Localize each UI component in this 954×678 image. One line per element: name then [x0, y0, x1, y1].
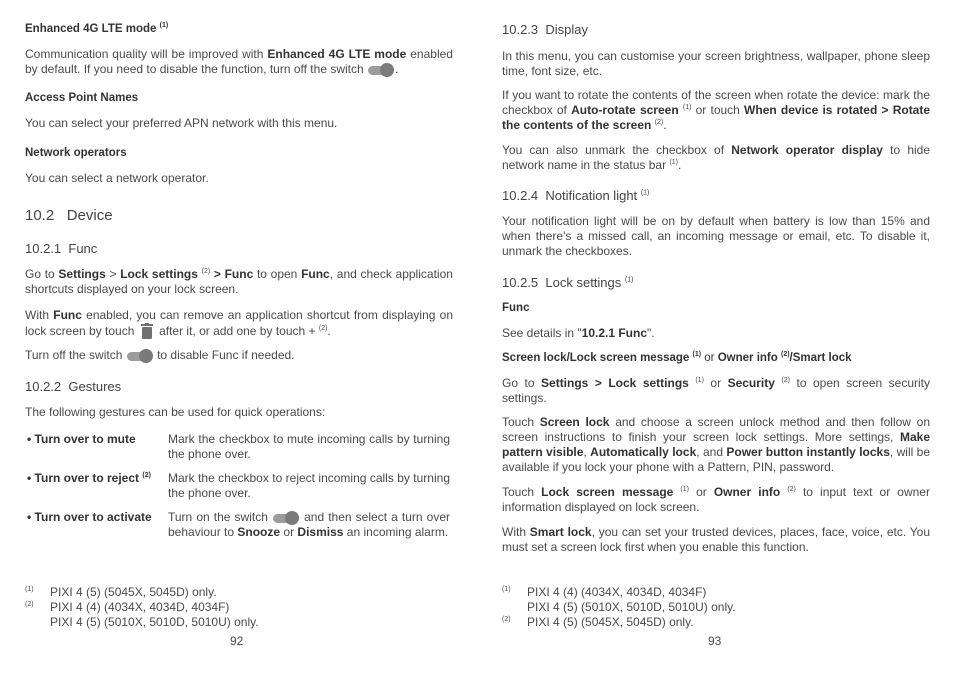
page-number: 92 — [230, 634, 244, 648]
gestures-intro: The following gestures can be used for quick operations: — [25, 405, 326, 419]
func-subheading: Func — [502, 302, 530, 314]
section-heading-device: 10.2 Device — [25, 207, 113, 224]
func-paragraph-1: Go to Settings > Lock settings $^{(2)}$ > Func to open Func, and check application shortcuts displayed on your lock screen. — [25, 267, 453, 296]
screen-lock-paragraph-1: Go to Settings > Lock settings $^{(1)}$ or Security $^{(2)}$ to open screen security settings. — [502, 376, 931, 405]
section-heading-lock: 10.2.5 Lock settings $^{(1)}$ — [502, 275, 634, 290]
screen-lock-paragraph-3: Touch Lock screen message $^{(1)}$ or Owner info $^{(2)}$ to input text or owner information displayed on lock screen. — [502, 485, 930, 514]
lte-paragraph: Communication quality will be improved with Enhanced 4G LTE mode enabled by default. If you need to disable the function, turn off the switch . — [25, 47, 453, 76]
gesture-description: Mark the checkbox to mute incoming calls by turning the phone over. — [168, 432, 450, 461]
section-heading-notification: 10.2.4 Notification light $^{(1)}$ — [502, 188, 650, 203]
func-paragraph-3: Turn off the switch to disable Func if needed. — [25, 348, 295, 362]
notification-paragraph: Your notification light will be on by default when battery is low than 15% and when there's a missed call, an incoming message or email, etc. To disable it, unmark the checkboxes. — [502, 214, 930, 258]
gesture-term: • Turn over to mute — [27, 432, 136, 446]
switch-toggle-icon — [127, 349, 153, 361]
screen-lock-subheading: Screen lock/Lock screen message $^{(1)}$ or Owner info $^{(2)}$/Smart lock — [502, 351, 852, 364]
section-heading-gestures: 10.2.2 Gestures — [25, 379, 122, 394]
netop-text: You can select a network operator. — [25, 171, 209, 185]
trash-icon — [141, 323, 153, 339]
section-heading-display: 10.2.3 Display — [502, 22, 589, 37]
display-paragraph-3: You can also unmark the checkbox of Network operator display to hide network name in the status bar $^{(1)}$. — [502, 143, 931, 172]
page-number: 93 — [708, 634, 722, 648]
gesture-term: • Turn over to activate — [27, 510, 152, 524]
section-heading-func: 10.2.1 Func — [25, 241, 98, 256]
left-page: Enhanced 4G LTE mode $^{(1)}$ Communication quality will be improved with Enhanced 4G LTE mode enabled by default. If you need to disable the function, turn off the switch . Access Point Names You can select your preferred APN network with this menu. Network operators You can select a network operator. 10.2 Device 10.2.1 Func Go to Settings > Lock settings $^{(2)}$ > Func to open Func, and check application shortcuts displayed on your lock screen. With Func enabled, you can remove an application shortcut from displaying on lock screen by touch after it, or add one by touch + $^{(2)}$. Turn off the switch to disable Func if needed. 10.2.2 Gestures The following gestures can be used for quick operations: • Turn over to mute Mark the checkbox to mute incoming calls by turning the phone over. • Turn over to reject $^{(2)}$ Mark the checkbox to reject incoming calls by turning the phone over. • Turn over to activate Turn on the switch and then select a turn over behaviour to Snooze or Dismiss an incoming alarm. (1) PIXI 4 (5) (5045X, 5045D) only. (2) PIXI 4 (4) (4034X, 4034D, 4034F) PIXI 4 (5) (5010X, 5010D, 5010U) only. 92 — [25, 22, 453, 648]
func-paragraph-2: With Func enabled, you can remove an application shortcut from displaying on lock screen by touch after it, or add one by touch + $^{(2)}$. — [25, 308, 453, 338]
gesture-description: Mark the checkbox to reject incoming calls by turning the phone over. — [168, 471, 450, 500]
func-see-details: See details in "10.2.1 Func". — [502, 326, 655, 340]
display-paragraph-2: If you want to rotate the contents of the screen when rotate the device: mark the checkbox of Auto-rotate screen $^{(1)}$ or touch When device is rotated > Rotate the contents of the screen $^{(2)}$. — [502, 88, 931, 132]
lte-heading: Enhanced 4G LTE mode $^{(1)}$ — [25, 22, 169, 35]
apn-text: You can select your preferred APN network with this menu. — [25, 116, 338, 130]
right-page: 10.2.3 Display In this menu, you can customise your screen brightness, wallpaper, phone sleep time, font size, etc. If you want to rotate the contents of the screen when rotate the device: mark the checkbox of Auto-rotate screen $^{(1)}$ or touch When device is rotated > Rotate the contents of the screen $^{(2)}$. You can also unmark the checkbox of Network operator display to hide network name in the status bar $^{(1)}$. 10.2.4 Notification light $^{(1)}$ Your notification light will be on by default when battery is low than 15% and when there's a missed call, an incoming message or email, etc. To disable it, unmark the checkboxes. 10.2.5 Lock settings $^{(1)}$ Func See details in "10.2.1 Func". Screen lock/Lock screen message $^{(1)}$ or Owner info $^{(2)}$/Smart lock Go to Settings > Lock settings $^{(1)}$ or Security $^{(2)}$ to open screen security settings. Touch Screen lock and choose a screen unlock method and then follow on screen instructions to finish your screen lock settings. More settings, Make pattern visible, Automatically lock, and Power button instantly locks, will be available if you lock your phone with a Pattern, PIN, password. Touch Lock screen message $^{(1)}$ or Owner info $^{(2)}$ to input text or owner information displayed on lock screen. With Smart lock, you can set your trusted devices, places, face, voice, etc. You must set a screen lock first when you enable this function. (1) PIXI 4 (4) (4034X, 4034D, 4034F) PIXI 4 (5) (5010X, 5010D, 5010U) only. (2) PIXI 4 (5) (5045X, 5045D) only. 93 — [502, 22, 931, 648]
netop-heading: Network operators — [25, 147, 127, 159]
gesture-description: Turn on the switch and then select a turn over behaviour to Snooze or Dismiss an incoming alarm. — [168, 510, 451, 539]
display-paragraph-1: In this menu, you can customise your screen brightness, wallpaper, phone sleep time, font size, etc. — [502, 49, 930, 78]
switch-toggle-icon — [368, 63, 394, 75]
screen-lock-paragraph-4: With Smart lock, you can set your trusted devices, places, face, voice, etc. You must set a screen lock first when you enable this function. — [502, 525, 930, 554]
screen-lock-paragraph-2: Touch Screen lock and choose a screen unlock method and then follow on screen instructions to finish your screen lock settings. More settings, Make pattern visible, Automatically lock, and Power button instantly locks, will be available if you lock your phone with a Pattern, PIN, password. — [502, 415, 931, 474]
apn-heading: Access Point Names — [25, 92, 139, 104]
gesture-term: • Turn over to reject $^{(2)}$ — [27, 471, 151, 485]
switch-toggle-icon — [273, 511, 299, 523]
